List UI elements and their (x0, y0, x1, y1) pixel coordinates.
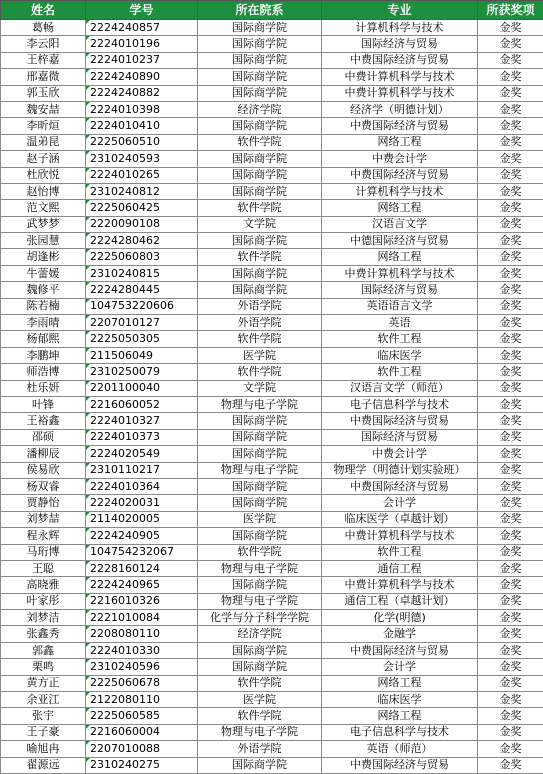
college-cell[interactable]: 国际商学院 (198, 478, 322, 494)
major-cell[interactable]: 会计学 (322, 659, 478, 675)
college-cell[interactable]: 国际商学院 (198, 183, 322, 199)
table-row (1, 20, 543, 36)
college-cell[interactable]: 软件学院 (198, 331, 322, 347)
student-id-cell[interactable]: 2224010398 (86, 101, 198, 117)
award-cell[interactable]: 金奖 (478, 675, 543, 691)
major-cell[interactable]: 中费计算机科学与技术 (322, 85, 478, 101)
name-cell[interactable]: 陈若楠 (1, 298, 86, 314)
major-cell[interactable]: 通信工程（卓越计划） (322, 593, 478, 609)
major-cell[interactable]: 临床医学 (322, 692, 478, 708)
college-cell[interactable]: 国际商学院 (198, 413, 322, 429)
name-cell[interactable]: 贾静怡 (1, 495, 86, 511)
college-cell[interactable]: 软件学院 (198, 364, 322, 380)
major-cell[interactable]: 电子信息科学与技术 (322, 724, 478, 740)
college-cell[interactable]: 物理与电子学院 (198, 396, 322, 412)
college-cell[interactable]: 国际商学院 (198, 757, 322, 773)
major-cell[interactable]: 汉语言文学 (322, 216, 478, 232)
college-cell[interactable]: 国际商学院 (198, 69, 322, 85)
name-cell[interactable]: 葛畅 (1, 20, 86, 36)
name-cell[interactable]: 师浩博 (1, 364, 86, 380)
college-cell[interactable]: 国际商学院 (198, 52, 322, 68)
table-row (1, 478, 543, 494)
award-cell[interactable]: 金奖 (478, 708, 543, 724)
student-id-cell[interactable]: 2224010237 (86, 52, 198, 68)
student-id-cell[interactable]: 2207010127 (86, 315, 198, 331)
name-cell[interactable]: 潘柳辰 (1, 446, 86, 462)
major-cell[interactable]: 网络工程 (322, 708, 478, 724)
college-cell[interactable]: 国际商学院 (198, 20, 322, 36)
table-row (1, 101, 543, 117)
header-row (1, 1, 543, 20)
table-row (1, 692, 543, 708)
major-cell[interactable]: 国际经济与贸易 (322, 282, 478, 298)
name-cell[interactable]: 温弟昆 (1, 134, 86, 150)
student-id-cell[interactable]: 104753220606 (86, 298, 198, 314)
table-row (1, 724, 543, 740)
award-cell[interactable]: 金奖 (478, 347, 543, 363)
student-id-cell[interactable]: 2310240812 (86, 183, 198, 199)
award-cell[interactable]: 金奖 (478, 118, 543, 134)
award-cell[interactable]: 金奖 (478, 642, 543, 658)
award-cell[interactable]: 金奖 (478, 36, 543, 52)
major-cell[interactable]: 计算机科学与技术 (322, 183, 478, 199)
table-row (1, 36, 543, 52)
name-cell[interactable]: 邵硕 (1, 429, 86, 445)
table-row (1, 413, 543, 429)
table-row (1, 200, 543, 216)
name-cell[interactable]: 张鑫秀 (1, 626, 86, 642)
table-row (1, 183, 543, 199)
name-cell[interactable]: 李云阳 (1, 36, 86, 52)
award-cell[interactable]: 金奖 (478, 429, 543, 445)
student-id-cell[interactable]: 2224240857 (86, 20, 198, 36)
college-cell[interactable]: 物理与电子学院 (198, 560, 322, 576)
student-id-cell[interactable]: 2225050305 (86, 331, 198, 347)
header-student-id: 学号 (86, 1, 198, 20)
student-id-cell[interactable]: 2216060052 (86, 396, 198, 412)
student-id-cell[interactable]: 2114020005 (86, 511, 198, 527)
college-cell[interactable]: 经济学院 (198, 101, 322, 117)
major-cell[interactable]: 软件工程 (322, 544, 478, 560)
name-cell[interactable]: 王子豪 (1, 724, 86, 740)
student-id-cell[interactable]: 2224020549 (86, 446, 198, 462)
name-cell[interactable]: 邢嘉微 (1, 69, 86, 85)
table-row (1, 577, 543, 593)
college-cell[interactable]: 国际商学院 (198, 495, 322, 511)
name-cell[interactable]: 杜乐妍 (1, 380, 86, 396)
award-cell[interactable]: 金奖 (478, 101, 543, 117)
table-row (1, 85, 543, 101)
name-cell[interactable]: 赵子涵 (1, 151, 86, 167)
college-cell[interactable]: 国际商学院 (198, 233, 322, 249)
name-cell[interactable]: 马珩博 (1, 544, 86, 560)
student-id-cell[interactable]: 2224010330 (86, 642, 198, 658)
header-major: 专业 (322, 1, 478, 20)
table-row (1, 249, 543, 265)
college-cell[interactable]: 国际商学院 (198, 659, 322, 675)
college-cell[interactable]: 国际商学院 (198, 429, 322, 445)
name-cell[interactable]: 郭鑫 (1, 642, 86, 658)
award-cell[interactable]: 金奖 (478, 511, 543, 527)
table-row (1, 52, 543, 68)
award-cell[interactable]: 金奖 (478, 724, 543, 740)
table-row (1, 380, 543, 396)
award-cell[interactable]: 金奖 (478, 52, 543, 68)
college-cell[interactable]: 国际商学院 (198, 642, 322, 658)
student-id-cell[interactable]: 2310240275 (86, 757, 198, 773)
college-cell[interactable]: 经济学院 (198, 626, 322, 642)
college-cell[interactable]: 软件学院 (198, 249, 322, 265)
award-cell[interactable]: 金奖 (478, 364, 543, 380)
table-row (1, 347, 543, 363)
award-cell[interactable]: 金奖 (478, 396, 543, 412)
college-cell[interactable]: 软件学院 (198, 200, 322, 216)
student-id-cell[interactable]: 2201100040 (86, 380, 198, 396)
table-row (1, 642, 543, 658)
college-cell[interactable]: 软件学院 (198, 708, 322, 724)
college-cell[interactable]: 物理与电子学院 (198, 724, 322, 740)
award-cell[interactable]: 金奖 (478, 265, 543, 281)
student-id-cell[interactable]: 2216010326 (86, 593, 198, 609)
student-id-cell[interactable]: 2224010196 (86, 36, 198, 52)
college-cell[interactable]: 国际商学院 (198, 577, 322, 593)
major-cell[interactable]: 化学(明德) (322, 610, 478, 626)
table-row (1, 396, 543, 412)
student-id-cell[interactable]: 2310250079 (86, 364, 198, 380)
award-cell[interactable]: 金奖 (478, 577, 543, 593)
table-row (1, 560, 543, 576)
name-cell[interactable]: 李鹏坤 (1, 347, 86, 363)
table-row (1, 544, 543, 560)
award-cell[interactable]: 金奖 (478, 315, 543, 331)
major-cell[interactable]: 汉语言文学（师范） (322, 380, 478, 396)
table-row (1, 511, 543, 527)
table-row (1, 134, 543, 150)
major-cell[interactable]: 英语（师范） (322, 741, 478, 757)
table-row (1, 528, 543, 544)
student-id-cell[interactable]: 2224010373 (86, 429, 198, 445)
award-cell[interactable]: 金奖 (478, 151, 543, 167)
college-cell[interactable]: 软件学院 (198, 675, 322, 691)
student-id-cell[interactable]: 2310240596 (86, 659, 198, 675)
college-cell[interactable]: 国际商学院 (198, 151, 322, 167)
name-cell[interactable]: 栗鸣 (1, 659, 86, 675)
student-id-cell[interactable]: 2310240815 (86, 265, 198, 281)
major-cell[interactable]: 国际经济与贸易 (322, 36, 478, 52)
student-id-cell[interactable]: 2225060803 (86, 249, 198, 265)
table-row (1, 167, 543, 183)
major-cell[interactable]: 中费国际经济与贸易 (322, 118, 478, 134)
student-id-cell[interactable]: 2224240890 (86, 69, 198, 85)
college-cell[interactable]: 国际商学院 (198, 36, 322, 52)
name-cell[interactable]: 魏安喆 (1, 101, 86, 117)
name-cell[interactable]: 高晓雅 (1, 577, 86, 593)
name-cell[interactable]: 武梦梦 (1, 216, 86, 232)
major-cell[interactable]: 英语语言文学 (322, 298, 478, 314)
major-cell[interactable]: 经济学（明德计划） (322, 101, 478, 117)
college-cell[interactable]: 软件学院 (198, 544, 322, 560)
award-cell[interactable]: 金奖 (478, 20, 543, 36)
table-row (1, 298, 543, 314)
major-cell[interactable]: 英语 (322, 315, 478, 331)
major-cell[interactable]: 软件工程 (322, 364, 478, 380)
award-cell[interactable]: 金奖 (478, 298, 543, 314)
student-id-cell[interactable]: 211506049 (86, 347, 198, 363)
table-body (1, 20, 543, 774)
college-cell[interactable]: 医学院 (198, 692, 322, 708)
major-cell[interactable]: 网络工程 (322, 675, 478, 691)
student-id-cell[interactable]: 2228160124 (86, 560, 198, 576)
table-row (1, 282, 543, 298)
table-row (1, 364, 543, 380)
name-cell[interactable]: 侯易欣 (1, 462, 86, 478)
name-cell[interactable]: 王梓嘉 (1, 52, 86, 68)
college-cell[interactable]: 国际商学院 (198, 282, 322, 298)
award-cell[interactable]: 金奖 (478, 528, 543, 544)
name-cell[interactable]: 黄方正 (1, 675, 86, 691)
name-cell[interactable]: 郭玉欣 (1, 85, 86, 101)
award-cell[interactable]: 金奖 (478, 216, 543, 232)
name-cell[interactable]: 王聪 (1, 560, 86, 576)
college-cell[interactable]: 文学院 (198, 380, 322, 396)
award-cell[interactable]: 金奖 (478, 560, 543, 576)
name-cell[interactable]: 余亚江 (1, 692, 86, 708)
award-cell[interactable]: 金奖 (478, 741, 543, 757)
table-row (1, 659, 543, 675)
major-cell[interactable]: 中费计算机科学与技术 (322, 69, 478, 85)
table-row (1, 675, 543, 691)
award-cell[interactable]: 金奖 (478, 282, 543, 298)
award-cell[interactable]: 金奖 (478, 544, 543, 560)
award-cell[interactable]: 金奖 (478, 495, 543, 511)
award-cell[interactable]: 金奖 (478, 183, 543, 199)
name-cell[interactable]: 程永辉 (1, 528, 86, 544)
name-cell[interactable]: 王裕鑫 (1, 413, 86, 429)
name-cell[interactable]: 叶锋 (1, 396, 86, 412)
student-id-cell[interactable]: 2224010410 (86, 118, 198, 134)
student-id-cell[interactable]: 2221010084 (86, 610, 198, 626)
college-cell[interactable]: 软件学院 (198, 134, 322, 150)
college-cell[interactable]: 国际商学院 (198, 85, 322, 101)
major-cell[interactable]: 网络工程 (322, 249, 478, 265)
name-cell[interactable]: 张宇 (1, 708, 86, 724)
award-cell[interactable]: 金奖 (478, 692, 543, 708)
award-cell[interactable]: 金奖 (478, 134, 543, 150)
major-cell[interactable]: 中费计算机科学与技术 (322, 528, 478, 544)
award-cell[interactable]: 金奖 (478, 200, 543, 216)
award-cell[interactable]: 金奖 (478, 380, 543, 396)
table-row (1, 331, 543, 347)
student-id-cell[interactable]: 2224020031 (86, 495, 198, 511)
name-cell[interactable]: 刘梦洁 (1, 610, 86, 626)
student-id-cell[interactable]: 2216060004 (86, 724, 198, 740)
table-row (1, 462, 543, 478)
major-cell[interactable]: 网络工程 (322, 134, 478, 150)
name-cell[interactable]: 杨双睿 (1, 478, 86, 494)
student-id-cell[interactable]: 2224280445 (86, 282, 198, 298)
major-cell[interactable]: 中德国际经济与贸易 (322, 233, 478, 249)
table-row (1, 446, 543, 462)
name-cell[interactable]: 李昕烜 (1, 118, 86, 134)
student-id-cell[interactable]: 2225060678 (86, 675, 198, 691)
student-id-cell[interactable]: 2122080110 (86, 692, 198, 708)
header-college: 所在院系 (198, 1, 322, 20)
college-cell[interactable]: 化学与分子科学学院 (198, 610, 322, 626)
college-cell[interactable]: 国际商学院 (198, 265, 322, 281)
award-cell[interactable]: 金奖 (478, 331, 543, 347)
student-id-cell[interactable]: 2224240882 (86, 85, 198, 101)
major-cell[interactable]: 中费会计学 (322, 151, 478, 167)
award-cell[interactable]: 金奖 (478, 413, 543, 429)
table-row (1, 495, 543, 511)
award-cell[interactable]: 金奖 (478, 757, 543, 773)
student-id-cell[interactable]: 2224010265 (86, 167, 198, 183)
name-cell[interactable]: 杨郁熙 (1, 331, 86, 347)
table-row (1, 610, 543, 626)
student-id-cell[interactable]: 2225060585 (86, 708, 198, 724)
college-cell[interactable]: 文学院 (198, 216, 322, 232)
table-row (1, 593, 543, 609)
major-cell[interactable]: 金融学 (322, 626, 478, 642)
college-cell[interactable]: 国际商学院 (198, 118, 322, 134)
major-cell[interactable]: 中费国际经济与贸易 (322, 757, 478, 773)
student-id-cell[interactable]: 2224010327 (86, 413, 198, 429)
award-cell[interactable]: 金奖 (478, 610, 543, 626)
major-cell[interactable]: 国际经济与贸易 (322, 429, 478, 445)
table-row (1, 315, 543, 331)
table-row (1, 708, 543, 724)
major-cell[interactable]: 中费国际经济与贸易 (322, 478, 478, 494)
college-cell[interactable]: 国际商学院 (198, 446, 322, 462)
student-id-cell[interactable]: 2224280462 (86, 233, 198, 249)
name-cell[interactable]: 杜欣悦 (1, 167, 86, 183)
award-cell[interactable]: 金奖 (478, 167, 543, 183)
college-cell[interactable]: 物理与电子学院 (198, 462, 322, 478)
student-id-cell[interactable]: 2225060510 (86, 134, 198, 150)
table-row (1, 69, 543, 85)
major-cell[interactable]: 电子信息科学与技术 (322, 396, 478, 412)
award-cell[interactable]: 金奖 (478, 446, 543, 462)
major-cell[interactable]: 中费会计学 (322, 446, 478, 462)
major-cell[interactable]: 中费计算机科学与技术 (322, 265, 478, 281)
award-cell[interactable]: 金奖 (478, 462, 543, 478)
name-cell[interactable]: 魏修平 (1, 282, 86, 298)
student-id-cell[interactable]: 2220090108 (86, 216, 198, 232)
college-cell[interactable]: 国际商学院 (198, 167, 322, 183)
table-row (1, 216, 543, 232)
student-id-cell[interactable]: 2224010364 (86, 478, 198, 494)
header-name: 姓名 (1, 1, 86, 20)
name-cell[interactable]: 牛蕾媛 (1, 265, 86, 281)
table-row (1, 233, 543, 249)
major-cell[interactable]: 软件工程 (322, 331, 478, 347)
name-cell[interactable]: 翟源远 (1, 757, 86, 773)
name-cell[interactable]: 刘梦喆 (1, 511, 86, 527)
major-cell[interactable]: 会计学 (322, 495, 478, 511)
name-cell[interactable]: 喻旭冉 (1, 741, 86, 757)
name-cell[interactable]: 赵怡博 (1, 183, 86, 199)
college-cell[interactable]: 外语学院 (198, 741, 322, 757)
name-cell[interactable]: 张园慧 (1, 233, 86, 249)
college-cell[interactable]: 医学院 (198, 347, 322, 363)
college-cell[interactable]: 物理与电子学院 (198, 593, 322, 609)
table-row (1, 626, 543, 642)
award-cell[interactable]: 金奖 (478, 85, 543, 101)
table-row (1, 429, 543, 445)
major-cell[interactable]: 计算机科学与技术 (322, 20, 478, 36)
award-cell[interactable]: 金奖 (478, 478, 543, 494)
award-cell[interactable]: 金奖 (478, 69, 543, 85)
table-row (1, 741, 543, 757)
college-cell[interactable]: 国际商学院 (198, 528, 322, 544)
name-cell[interactable]: 叶家彤 (1, 593, 86, 609)
student-id-cell[interactable]: 2207010088 (86, 741, 198, 757)
table-row (1, 265, 543, 281)
student-id-cell[interactable]: 2310110217 (86, 462, 198, 478)
student-id-cell[interactable]: 2310240593 (86, 151, 198, 167)
student-id-cell[interactable]: 2208080110 (86, 626, 198, 642)
college-cell[interactable]: 外语学院 (198, 315, 322, 331)
college-cell[interactable]: 外语学院 (198, 298, 322, 314)
student-id-cell[interactable]: 104754232067 (86, 544, 198, 560)
table-row (1, 151, 543, 167)
student-id-cell[interactable]: 2224240965 (86, 577, 198, 593)
award-cell[interactable]: 金奖 (478, 593, 543, 609)
award-cell[interactable]: 金奖 (478, 233, 543, 249)
name-cell[interactable]: 范文熙 (1, 200, 86, 216)
table-row (1, 118, 543, 134)
major-cell[interactable]: 临床医学 (322, 347, 478, 363)
major-cell[interactable]: 网络工程 (322, 200, 478, 216)
name-cell[interactable]: 李雨晴 (1, 315, 86, 331)
major-cell[interactable]: 中费国际经济与贸易 (322, 52, 478, 68)
header-award: 所获奖项 (478, 1, 543, 20)
award-cell[interactable]: 金奖 (478, 249, 543, 265)
major-cell[interactable]: 中费计算机科学与技术 (322, 577, 478, 593)
award-cell[interactable]: 金奖 (478, 659, 543, 675)
name-cell[interactable]: 胡逢彬 (1, 249, 86, 265)
major-cell[interactable]: 中费国际经济与贸易 (322, 167, 478, 183)
major-cell[interactable]: 通信工程 (322, 560, 478, 576)
student-id-cell[interactable]: 2224240905 (86, 528, 198, 544)
student-id-cell[interactable]: 2225060425 (86, 200, 198, 216)
major-cell[interactable]: 物理学（明德计划实验班） (322, 462, 478, 478)
award-cell[interactable]: 金奖 (478, 626, 543, 642)
college-cell[interactable]: 医学院 (198, 511, 322, 527)
table-row (1, 757, 543, 773)
major-cell[interactable]: 中费国际经济与贸易 (322, 413, 478, 429)
major-cell[interactable]: 中费国际经济与贸易 (322, 642, 478, 658)
major-cell[interactable]: 临床医学（卓越计划） (322, 511, 478, 527)
